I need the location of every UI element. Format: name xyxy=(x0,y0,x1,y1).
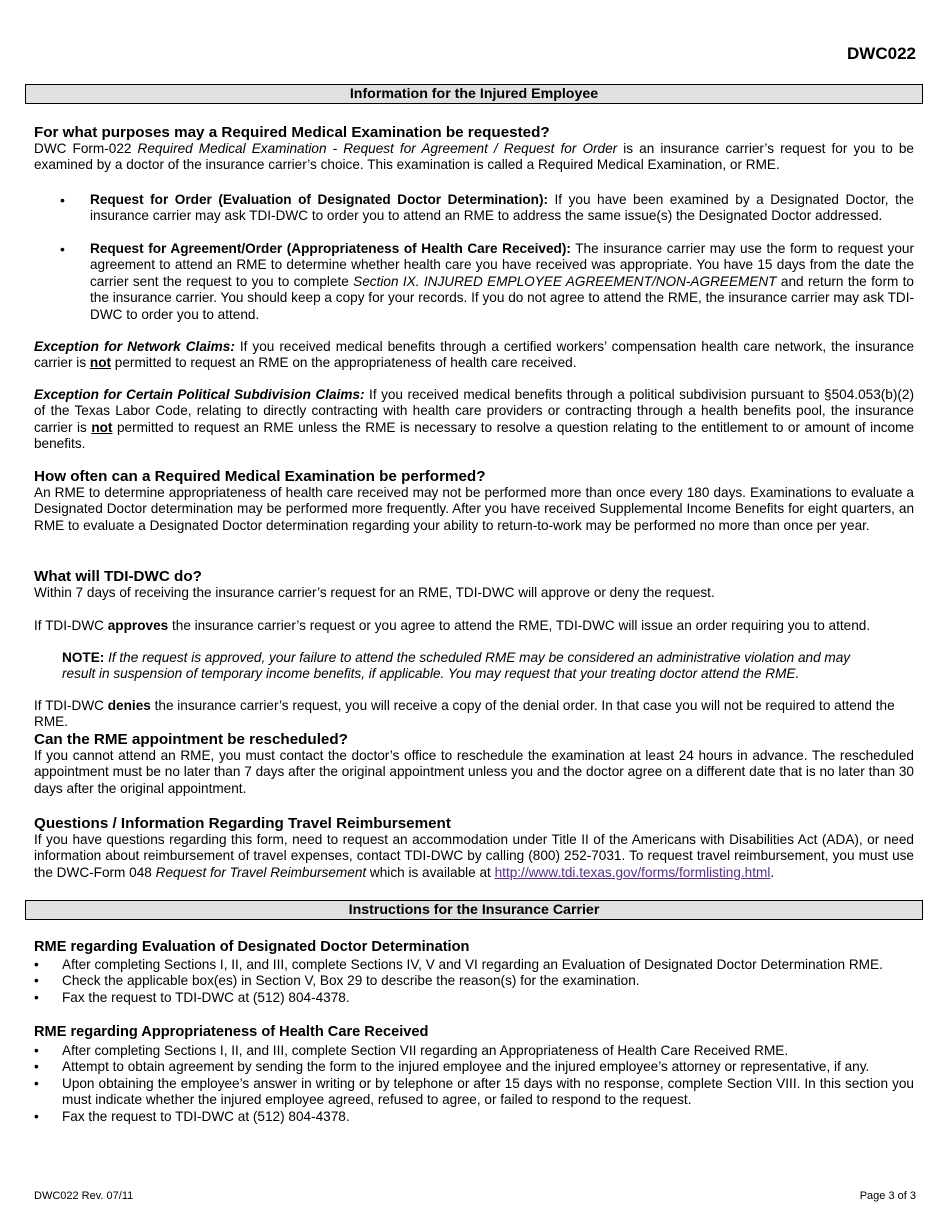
footer-revision: DWC022 Rev. 07/11 xyxy=(34,1190,134,1202)
hc-instructions-list xyxy=(34,1043,914,1125)
exception-political-label: Exception for Certain Political Subdivision Claims: xyxy=(34,387,365,402)
denies-prefix: If TDI-DWC xyxy=(34,698,108,713)
note-text: If the request is approved, your failure to attend the scheduled RME may be considered an administrative violation and may result in suspension of temporary income benefits, if applicable. You may request that your treating doctor attend the RME. xyxy=(62,650,851,682)
denies-bold: denies xyxy=(107,698,151,713)
bullet-icon: • xyxy=(34,1108,39,1124)
purpose-intro-suffix: is an insurance carrier’s request for you to be examined by a doctor of the insurance carrier’s choice. This examination is called a Required Medical Examination, or RME. xyxy=(34,141,914,173)
exception-political-subdivision xyxy=(34,387,914,453)
how-often-text: An RME to determine appropriateness of health care received may not be performed more than once every 180 days. Examinations to evaluate a Designated Doctor determination may be performed more frequently. After you have received Supplemental Income Benefits for eight quarters, an RME to evaluate a Designated Doctor determination regarding your ability to return-to-work may be performed no more than once per year. xyxy=(34,485,914,533)
list-item xyxy=(34,990,914,1006)
dd-item-text: Check the applicable box(es) in Section V, Box 29 to describe the reason(s) for the examination. xyxy=(62,973,640,989)
dd-heading: RME regarding Evaluation of Designated Doctor Determination xyxy=(34,939,470,955)
list-item xyxy=(34,957,914,973)
what-will-approves xyxy=(34,618,914,634)
bullet-request-agreement-text-b: and return the form to the insurance carrier. You should keep a copy for your records. If you do not agree to attend the RME, the insurance carrier may ask TDI-DWC to order you to attend. xyxy=(90,273,914,322)
approves-suffix: the insurance carrier’s request or you agree to attend the RME, TDI-DWC will issue an order requiring you to attend. xyxy=(168,618,871,633)
exception-political-text-a: If you received medical benefits through a political subdivision pursuant to §504.053(b)(2) of the Texas Labor Code, relating to directly contracting with health care providers or contracting through a health benefits pool, the insurance carrier is xyxy=(34,387,914,435)
note-label: NOTE: xyxy=(62,650,105,665)
purpose-intro xyxy=(34,141,914,174)
list-item xyxy=(34,1076,914,1109)
bullet-icon: • xyxy=(34,989,39,1005)
dd-instructions-list xyxy=(34,957,914,1006)
bullet-request-order xyxy=(90,192,914,225)
bullet-icon: • xyxy=(34,973,39,989)
list-item xyxy=(34,1059,914,1075)
exception-political-text-b: permitted to request an RME unless the RME is necessary to resolve a question relating to the entitlement to or amount of income benefits. xyxy=(34,419,915,452)
hc-item-text: After completing Sections I, II, and III, complete Section VII regarding an Appropriateness of Health Care Received RME. xyxy=(62,1043,789,1058)
bullet-icon: • xyxy=(34,1059,39,1075)
list-item xyxy=(34,973,914,989)
bullet-icon: • xyxy=(34,957,39,972)
purpose-section xyxy=(34,124,914,174)
list-item xyxy=(34,1043,914,1059)
travel-heading: Questions / Information Regarding Travel Reimbursement xyxy=(34,815,451,832)
hc-item-text: Attempt to obtain agreement by sending the form to the injured employee and the injured employee’s attorney or representative, if any. xyxy=(62,1059,870,1075)
bullet-request-agreement xyxy=(90,241,914,323)
dd-item-text: Fax the request to TDI-DWC at (512) 804-4378. xyxy=(62,989,350,1005)
bullet-request-order-label: Request for Order (Evaluation of Designated Doctor Determination): xyxy=(90,192,549,207)
section-ix-reference: Section IX. INJURED EMPLOYEE AGREEMENT/NON-AGREEMENT xyxy=(353,273,777,289)
reschedule-text: If you cannot attend an RME, you must contact the doctor’s office to reschedule the examination at least 24 hours in advance. The rescheduled appointment must be no later than 7 days after the original appointment unless you and the doctor agree on a different date that is no later than 30 days after the original appointment. xyxy=(34,748,914,796)
what-will-p1: Within 7 days of receiving the insurance carrier’s request for an RME, TDI-DWC will approve or deny the request. xyxy=(34,585,715,600)
reschedule-heading: Can the RME appointment be rescheduled? xyxy=(34,731,348,748)
footer-page-number: Page 3 of 3 xyxy=(859,1190,916,1202)
purpose-intro-prefix: DWC Form-022 xyxy=(34,141,138,156)
approves-prefix: If TDI-DWC xyxy=(34,618,108,633)
travel-text-a: If you have questions regarding this form, need to request an accommodation under Title II of the Americans with Disabilities Act (ADA), or need information about reimbursement of travel expenses, contact TDI-DWC by calling (800) 252-7031. To request travel reimbursement, you must use the DWC-Form 048 xyxy=(34,832,914,880)
exception-network-claims xyxy=(34,339,914,372)
what-will-section xyxy=(34,568,914,601)
bullet-icon: • xyxy=(34,1075,39,1091)
hc-heading-wrap xyxy=(34,1024,914,1041)
how-often-section xyxy=(34,468,914,534)
exception-network-text-a: If you received medical benefits through a certified workers’ compensation health care network, the insurance carrier is xyxy=(34,339,914,371)
form-id: DWC022 xyxy=(847,44,916,63)
travel-text-b: which is available at xyxy=(366,864,495,880)
not-emphasis: not xyxy=(91,419,113,435)
approval-note xyxy=(62,650,852,683)
section-header-injured-employee: Information for the Injured Employee xyxy=(25,84,923,104)
exception-network-text-b: permitted to request an RME on the appropriateness of health care received. xyxy=(111,355,577,371)
travel-section xyxy=(34,815,914,881)
travel-text xyxy=(34,832,914,881)
hc-item-text: Upon obtaining the employee’s answer in writing or by telephone or after 15 days with no response, complete Section VIII. In this section you must indicate whether the injured employee agreed, refused to agree, or failed to respond to the request. xyxy=(62,1075,914,1108)
hc-item-text: Fax the request to TDI-DWC at (512) 804-4378. xyxy=(62,1108,350,1124)
denies-suffix: the insurance carrier’s request, you will receive a copy of the denial order. In that case you will not be required to attend the RME. xyxy=(34,698,895,730)
what-will-heading: What will TDI-DWC do? xyxy=(34,568,202,585)
travel-text-c: . xyxy=(770,864,775,880)
bullet-request-agreement-label: Request for Agreement/Order (Appropriateness of Health Care Received): xyxy=(90,241,571,256)
dd-item-text: After completing Sections I, II, and III, complete Sections IV, V and VI regarding an Evaluation of Designated Doctor Determination RME. xyxy=(62,957,883,972)
dd-heading-wrap xyxy=(34,939,914,956)
form-listing-link[interactable]: http://www.tdi.texas.gov/forms/formlisting.html xyxy=(494,864,771,880)
bullet-request-agreement-text-a: The insurance carrier may use the form to request your agreement to attend an RME to determine whether health care you have received was appropriate. You have 15 days from the date the carrier sent the request to you to complete xyxy=(90,241,914,289)
reschedule-section xyxy=(34,731,914,797)
bullet-icon: • xyxy=(34,1043,39,1058)
travel-form-title: Request for Travel Reimbursement xyxy=(155,864,367,880)
what-will-denies xyxy=(34,698,914,731)
approves-bold: approves xyxy=(107,618,169,633)
how-often-heading: How often can a Required Medical Examination be performed? xyxy=(34,468,486,485)
bullet-request-order-text: If you have been examined by a Designated Doctor, the insurance carrier may ask TDI-DWC to order you to attend an RME to address the same issue(s) the Designated Doctor addressed. xyxy=(90,192,914,224)
section-header-insurance-carrier: Instructions for the Insurance Carrier xyxy=(25,900,923,920)
form-title-italic: Required Medical Examination - Request for Agreement / Request for Order xyxy=(137,141,618,156)
not-emphasis: not xyxy=(89,355,112,371)
purpose-heading: For what purposes may a Required Medical Examination be requested? xyxy=(34,124,550,141)
list-item xyxy=(34,1109,914,1125)
exception-network-label: Exception for Network Claims: xyxy=(34,339,235,354)
hc-heading: RME regarding Appropriateness of Health Care Received xyxy=(34,1024,429,1040)
